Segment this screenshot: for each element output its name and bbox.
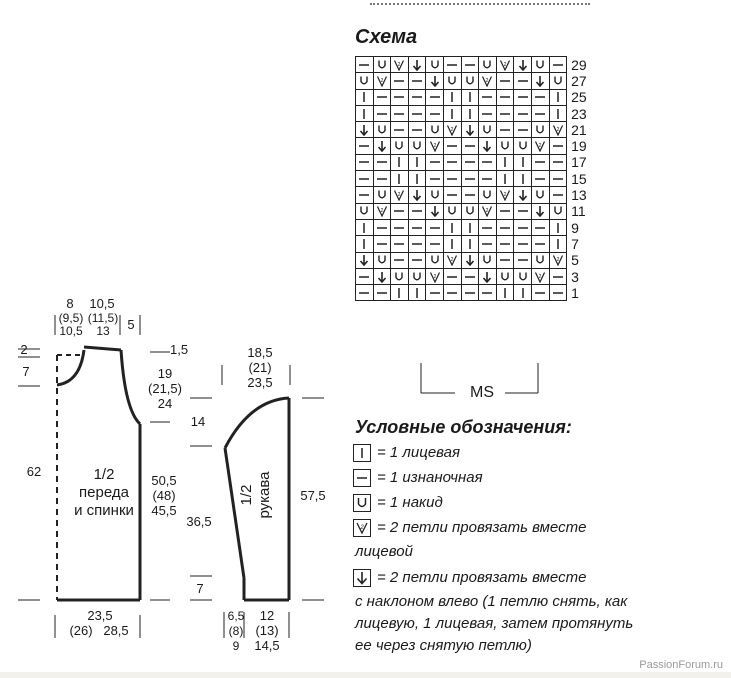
purl-stitch-icon (514, 73, 532, 89)
dim-cuff-half-size2: (8) (228, 624, 244, 638)
svg-text:2: 2 (503, 61, 507, 68)
purl-stitch-icon (391, 89, 409, 105)
knit-stitch-icon (356, 89, 374, 105)
legend-item-ssk (353, 569, 586, 587)
knit-stitch-icon (391, 171, 409, 187)
dim-body-length: 62 (26, 464, 42, 479)
dim-hem-width-size3: 28,5 (103, 623, 129, 638)
svg-text:2: 2 (398, 61, 401, 68)
yarn-over-icon (391, 268, 409, 284)
svg-text:2: 2 (360, 525, 364, 531)
ssk-icon (461, 252, 479, 268)
purl-stitch-icon (373, 285, 391, 301)
purl-stitch-icon (408, 105, 426, 121)
ssk-icon (426, 73, 444, 89)
yarn-over-icon (443, 203, 461, 219)
knit-stitch-icon (549, 236, 567, 252)
ssk-icon (408, 187, 426, 203)
yarn-over-icon (408, 268, 426, 284)
purl-stitch-icon (408, 219, 426, 235)
k2tog-icon (479, 203, 497, 219)
purl-stitch-icon (426, 285, 444, 301)
purl-stitch-icon (514, 89, 532, 105)
purl-stitch-icon (461, 57, 479, 73)
dim-shoulder-width: 10,5 (89, 296, 115, 311)
dim-neck-width: 8 (66, 296, 74, 311)
purl-symbol-icon (353, 469, 371, 487)
purl-stitch-icon (461, 154, 479, 170)
chart-row-number: 29 (571, 56, 587, 73)
purl-stitch-icon (531, 89, 549, 105)
k2tog-icon (426, 138, 444, 154)
knit-stitch-icon (461, 89, 479, 105)
chart-row-number: 7 (571, 235, 579, 252)
ssk-icon (356, 122, 374, 138)
svg-text:2: 2 (538, 273, 542, 280)
knit-stitch-icon (356, 236, 374, 252)
purl-stitch-icon (479, 105, 497, 121)
dim-cuff-width-size3: 14,5 (254, 638, 280, 653)
chart-row (356, 252, 596, 268)
yarn-over-icon (496, 138, 514, 154)
k2tog-icon (496, 187, 514, 203)
yarn-over-icon (373, 57, 391, 73)
body-piece-label (66, 466, 142, 520)
ssk-icon (531, 73, 549, 89)
chart-row (356, 122, 596, 138)
k2tog-icon (391, 187, 409, 203)
knit-stitch-icon (549, 89, 567, 105)
body-label-back: и спинки (74, 502, 134, 519)
knit-symbol-icon (353, 444, 371, 462)
dim-cuff-width-size2: (13) (255, 623, 279, 638)
yarn-over-icon (408, 138, 426, 154)
dim-hem-width: 23,5 (87, 608, 113, 623)
svg-text:2: 2 (503, 192, 507, 199)
ssk-icon (479, 138, 497, 154)
purl-stitch-icon (408, 203, 426, 219)
purl-stitch-icon (514, 203, 532, 219)
ssk-symbol-icon (353, 569, 371, 587)
purl-stitch-icon (356, 268, 374, 284)
legend-text-k2tog-cont: лицевой (355, 543, 413, 560)
legend-item-knit (353, 444, 460, 462)
ssk-icon (408, 57, 426, 73)
purl-stitch-icon (373, 154, 391, 170)
knit-stitch-icon (443, 236, 461, 252)
yarn-over-icon (356, 73, 374, 89)
k2tog-symbol-icon (353, 519, 371, 537)
legend-title: Условные обозначения: (355, 417, 572, 437)
body-label-fraction: 1/2 (93, 466, 115, 483)
purl-stitch-icon (461, 187, 479, 203)
sleeve-piece-label (238, 465, 288, 525)
knitting-chart (355, 56, 596, 301)
knit-stitch-icon (408, 171, 426, 187)
purl-stitch-icon (356, 57, 374, 73)
purl-stitch-icon (356, 285, 374, 301)
purl-stitch-icon (391, 252, 409, 268)
yarn-over-icon (514, 138, 532, 154)
purl-stitch-icon (426, 219, 444, 235)
chart-row (356, 57, 596, 73)
purl-stitch-icon (443, 268, 461, 284)
purl-stitch-icon (408, 252, 426, 268)
yarn-over-icon (531, 57, 549, 73)
chart-row (356, 138, 596, 154)
chart-row-number: 27 (571, 72, 587, 89)
purl-stitch-icon (443, 138, 461, 154)
purl-stitch-icon (531, 154, 549, 170)
knit-stitch-icon (496, 154, 514, 170)
k2tog-icon (496, 57, 514, 73)
chart-row (356, 154, 596, 170)
purl-stitch-icon (531, 236, 549, 252)
svg-text:2: 2 (486, 77, 489, 84)
k2tog-icon (549, 252, 567, 268)
k2tog-icon (443, 252, 461, 268)
purl-stitch-icon (391, 219, 409, 235)
ssk-icon (426, 203, 444, 219)
legend-item-purl (353, 469, 483, 487)
chart-row-number: 3 (571, 268, 579, 285)
svg-text:2: 2 (433, 143, 437, 150)
purl-stitch-icon (426, 171, 444, 187)
legend-text-ssk-cont3: ее через снятую петлю) (355, 637, 532, 654)
armhole-curve (121, 350, 140, 424)
k2tog-icon (479, 73, 497, 89)
knit-stitch-icon (514, 285, 532, 301)
purl-stitch-icon (426, 236, 444, 252)
purl-stitch-icon (479, 236, 497, 252)
shoulder-line (84, 347, 121, 350)
svg-text:2: 2 (538, 143, 542, 150)
purl-stitch-icon (549, 154, 567, 170)
k2tog-icon (443, 122, 461, 138)
purl-stitch-icon (514, 105, 532, 121)
dim-shoulder-width-size3: 13 (96, 324, 110, 338)
legend-item-yo (353, 494, 443, 512)
purl-stitch-icon (531, 105, 549, 121)
yarn-over-symbol-icon (353, 494, 371, 512)
purl-stitch-icon (461, 268, 479, 284)
dim-neck-back-depth: 2 (20, 342, 28, 357)
purl-stitch-icon (496, 219, 514, 235)
yarn-over-icon (549, 203, 567, 219)
dim-armhole-depth: 19 (157, 366, 173, 381)
purl-stitch-icon (549, 171, 567, 187)
purl-stitch-icon (443, 285, 461, 301)
purl-stitch-icon (408, 73, 426, 89)
dim-sleeve-top-size3: 23,5 (247, 375, 273, 390)
chart-row (356, 203, 596, 219)
purl-stitch-icon (514, 252, 532, 268)
purl-stitch-icon (496, 89, 514, 105)
purl-stitch-icon (356, 154, 374, 170)
knit-stitch-icon (461, 105, 479, 121)
chart-row (356, 268, 596, 284)
knit-stitch-icon (443, 105, 461, 121)
k2tog-icon (531, 268, 549, 284)
purl-stitch-icon (496, 252, 514, 268)
purl-stitch-icon (391, 105, 409, 121)
chart-row (356, 285, 596, 301)
svg-text:2: 2 (486, 208, 489, 215)
purl-stitch-icon (426, 89, 444, 105)
knit-stitch-icon (461, 219, 479, 235)
knit-stitch-icon (408, 154, 426, 170)
legend-text-knit: = 1 лицевая (377, 443, 461, 461)
knit-stitch-icon (356, 105, 374, 121)
ssk-icon (373, 268, 391, 284)
yarn-over-icon (531, 122, 549, 138)
dim-neck-front-depth: 7 (22, 364, 30, 379)
svg-text:2: 2 (556, 257, 560, 264)
svg-text:2: 2 (450, 257, 454, 264)
purl-stitch-icon (496, 236, 514, 252)
cropped-header-rule (370, 0, 590, 5)
legend-item-k2tog (353, 519, 586, 537)
yarn-over-icon (479, 122, 497, 138)
purl-stitch-icon (373, 105, 391, 121)
dim-neck-width-size3: 10,5 (59, 324, 83, 338)
dim-cuff-half: 6,5 (227, 609, 245, 623)
svg-text:2: 2 (380, 77, 384, 84)
ms-label: MS (470, 384, 494, 401)
ssk-icon (531, 203, 549, 219)
dim-side-length: 50,5 (151, 473, 177, 488)
yarn-over-icon (461, 73, 479, 89)
sleeve-cap-curve (225, 398, 289, 448)
page-footer-strip (0, 672, 731, 678)
purl-stitch-icon (373, 219, 391, 235)
chart-row (356, 219, 596, 235)
k2tog-icon (531, 138, 549, 154)
knit-stitch-icon (443, 89, 461, 105)
ssk-icon (461, 122, 479, 138)
garment-schematic-lines (0, 0, 340, 678)
yarn-over-icon (479, 187, 497, 203)
yarn-over-icon (373, 252, 391, 268)
k2tog-icon (549, 122, 567, 138)
purl-stitch-icon (391, 122, 409, 138)
chart-row-number: 1 (571, 284, 579, 301)
knit-stitch-icon (549, 105, 567, 121)
ssk-icon (373, 138, 391, 154)
purl-stitch-icon (496, 105, 514, 121)
chart-row-number: 17 (571, 154, 587, 171)
yarn-over-icon (426, 252, 444, 268)
chart-row (356, 236, 596, 252)
purl-stitch-icon (496, 203, 514, 219)
purl-stitch-icon (373, 171, 391, 187)
dim-sleeve-cap-height: 14 (190, 414, 206, 429)
purl-stitch-icon (479, 285, 497, 301)
dim-cuff-height: 7 (196, 581, 204, 596)
purl-stitch-icon (549, 285, 567, 301)
purl-stitch-icon (356, 138, 374, 154)
purl-stitch-icon (479, 89, 497, 105)
chart-row-number: 11 (571, 203, 586, 220)
sleeve-label-fraction: 1/2 (238, 484, 255, 506)
legend-text-ssk-cont2: лицевую, 1 лицевая, затем протянуть (355, 615, 634, 632)
ssk-icon (514, 187, 532, 203)
dim-shoulder-width-size2: (11,5) (87, 311, 119, 325)
dim-armhole-depth-size3: 24 (157, 396, 173, 411)
sleeve-label-name: рукава (256, 471, 273, 519)
yarn-over-icon (479, 252, 497, 268)
purl-stitch-icon (408, 89, 426, 105)
purl-stitch-icon (514, 219, 532, 235)
purl-stitch-icon (391, 236, 409, 252)
chart-row (356, 89, 596, 105)
purl-stitch-icon (531, 285, 549, 301)
legend-text-ssk: = 2 петли провязать вместе (377, 568, 587, 586)
yarn-over-icon (514, 268, 532, 284)
knit-stitch-icon (391, 154, 409, 170)
k2tog-icon (426, 268, 444, 284)
purl-stitch-icon (443, 154, 461, 170)
legend-text-purl: = 1 изнаночная (377, 468, 483, 486)
knit-stitch-icon (356, 219, 374, 235)
yarn-over-icon (479, 57, 497, 73)
chart-row-number: 23 (571, 105, 587, 122)
ssk-icon (514, 57, 532, 73)
chart-row-number: 15 (571, 170, 587, 187)
purl-stitch-icon (479, 219, 497, 235)
purl-stitch-icon (443, 57, 461, 73)
dim-sleeve-seam-length: 36,5 (186, 514, 212, 529)
yarn-over-icon (356, 203, 374, 219)
chart-title: Схема (355, 26, 418, 48)
purl-stitch-icon (426, 154, 444, 170)
knit-stitch-icon (514, 154, 532, 170)
purl-stitch-icon (408, 122, 426, 138)
purl-stitch-icon (391, 73, 409, 89)
k2tog-icon (373, 73, 391, 89)
dim-sleeve-top: 18,5 (247, 345, 273, 360)
purl-stitch-icon (356, 171, 374, 187)
purl-stitch-icon (461, 138, 479, 154)
dim-hem-width-size2: (26) (69, 623, 93, 638)
chart-row-number: 13 (571, 187, 587, 204)
purl-stitch-icon (373, 236, 391, 252)
dim-side-length-size2: (48) (152, 488, 176, 503)
k2tog-icon (391, 57, 409, 73)
knit-stitch-icon (496, 285, 514, 301)
dim-shoulder-drop: 1,5 (170, 342, 189, 357)
yarn-over-icon (426, 57, 444, 73)
svg-text:2: 2 (556, 126, 560, 133)
chart-row-number: 19 (571, 138, 587, 155)
knit-stitch-icon (443, 219, 461, 235)
purl-stitch-icon (549, 57, 567, 73)
yarn-over-icon (373, 122, 391, 138)
purl-stitch-icon (373, 89, 391, 105)
purl-stitch-icon (479, 171, 497, 187)
knit-stitch-icon (549, 219, 567, 235)
yarn-over-icon (531, 252, 549, 268)
ssk-icon (356, 252, 374, 268)
yarn-over-icon (426, 122, 444, 138)
purl-stitch-icon (461, 171, 479, 187)
knit-stitch-icon (391, 285, 409, 301)
yarn-over-icon (496, 268, 514, 284)
purl-stitch-icon (356, 187, 374, 203)
chart-row-number: 9 (571, 219, 579, 236)
body-label-front: переда (79, 484, 129, 501)
knit-stitch-icon (514, 171, 532, 187)
knit-stitch-icon (461, 236, 479, 252)
yarn-over-icon (531, 187, 549, 203)
purl-stitch-icon (426, 105, 444, 121)
purl-stitch-icon (514, 236, 532, 252)
yarn-over-icon (461, 203, 479, 219)
purl-stitch-icon (549, 138, 567, 154)
chart-row-number: 21 (571, 121, 587, 138)
yarn-over-icon (443, 73, 461, 89)
chart-row-number: 25 (571, 89, 587, 106)
purl-stitch-icon (514, 122, 532, 138)
purl-stitch-icon (443, 187, 461, 203)
svg-text:2: 2 (380, 208, 384, 215)
ms-bracket (355, 363, 555, 399)
purl-stitch-icon (496, 73, 514, 89)
purl-stitch-icon (443, 171, 461, 187)
dim-shoulder-slope: 5 (127, 317, 135, 332)
yarn-over-icon (391, 138, 409, 154)
yarn-over-icon (426, 187, 444, 203)
chart-row-number: 5 (571, 252, 579, 269)
chart-row (356, 187, 596, 203)
dim-cuff-half-size3: 9 (232, 639, 240, 653)
purl-stitch-icon (496, 122, 514, 138)
purl-stitch-icon (531, 171, 549, 187)
dim-armhole-depth-size2: (21,5) (148, 381, 182, 396)
svg-text:2: 2 (398, 192, 401, 199)
dim-sleeve-top-size2: (21) (248, 360, 272, 375)
yarn-over-icon (373, 187, 391, 203)
purl-stitch-icon (461, 285, 479, 301)
legend-text-ssk-cont1: с наклоном влево (1 петлю снять, как (355, 593, 628, 610)
chart-row (356, 171, 596, 187)
purl-stitch-icon (531, 219, 549, 235)
ssk-icon (479, 268, 497, 284)
svg-text:2: 2 (433, 273, 437, 280)
svg-text:2: 2 (450, 126, 454, 133)
dim-neck-width-size2: (9,5) (58, 311, 84, 325)
dim-cuff-width: 12 (259, 608, 275, 623)
watermark: PassionForum.ru (639, 659, 723, 671)
purl-stitch-icon (408, 236, 426, 252)
chart-row (356, 105, 596, 121)
chart-row (356, 73, 596, 89)
knit-stitch-icon (408, 285, 426, 301)
dim-sleeve-total-length: 57,5 (300, 488, 326, 503)
legend-text-k2tog: = 2 петли провязать вместе (377, 518, 587, 536)
legend-text-yo: = 1 накид (377, 493, 443, 511)
purl-stitch-icon (549, 187, 567, 203)
purl-stitch-icon (391, 203, 409, 219)
purl-stitch-icon (479, 154, 497, 170)
dim-side-length-size3: 45,5 (151, 503, 177, 518)
knit-stitch-icon (496, 171, 514, 187)
k2tog-icon (373, 203, 391, 219)
yarn-over-icon (549, 73, 567, 89)
purl-stitch-icon (549, 268, 567, 284)
